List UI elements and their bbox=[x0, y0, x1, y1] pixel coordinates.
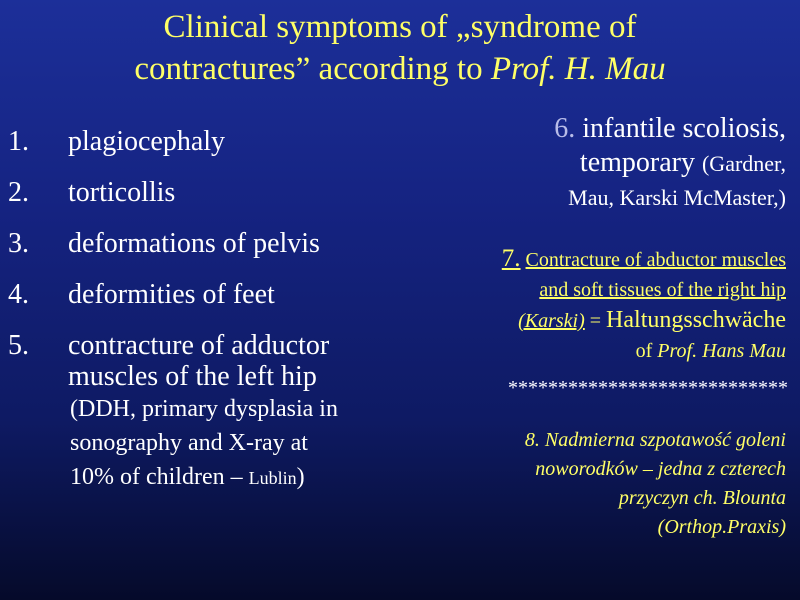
item5-details-city: Lublin bbox=[248, 468, 297, 488]
symptom-8-line-1: 8. Nadmierna szpotawość goleni bbox=[524, 429, 786, 451]
symptom-6 bbox=[426, 112, 786, 215]
item5-details-line-3-a: 10% of children – bbox=[70, 464, 249, 490]
item5-details-line-3 bbox=[70, 460, 428, 495]
symptom-7-line-1 bbox=[386, 244, 786, 275]
list-item-number: 4. bbox=[8, 279, 29, 310]
list-item-number: 2. bbox=[8, 177, 29, 208]
list-item-number: 5. bbox=[8, 330, 29, 361]
symptom-7-equals: = bbox=[584, 310, 607, 332]
symptom-6-text: infantile scoliosis, bbox=[575, 113, 786, 144]
symptom-7-of: of bbox=[635, 340, 658, 362]
symptom-6-authors-a: (Gardner, bbox=[701, 151, 786, 176]
item5-details-line-3-b: ) bbox=[296, 464, 305, 490]
symptom-6-authors-b: Mau, Karski McMaster,) bbox=[568, 185, 786, 210]
symptom-6-line-1 bbox=[426, 112, 786, 146]
symptom-7-text-1: Contracture of abductor muscles bbox=[525, 249, 786, 271]
symptom-7-number: 7. bbox=[501, 245, 521, 272]
list-item-text-line-2: muscles of the left hip bbox=[68, 361, 317, 392]
symptom-7-line-4 bbox=[386, 336, 786, 366]
symptom-8 bbox=[406, 426, 786, 542]
title-line-2-italic: Prof. H. Mau bbox=[490, 51, 666, 87]
title-line-1: Clinical symptoms of „syndrome of bbox=[163, 9, 637, 45]
list-item-number: 1. bbox=[8, 126, 29, 157]
symptom-7-text-2: and soft tissues of the right hip bbox=[539, 279, 786, 301]
list-item bbox=[8, 126, 428, 157]
list-item bbox=[8, 177, 428, 208]
list-item-text: torticollis bbox=[68, 177, 176, 208]
symptom-6-text-b: temporary bbox=[579, 147, 702, 178]
list-item-text bbox=[68, 330, 428, 392]
symptom-7-line-3 bbox=[386, 305, 786, 336]
item5-details-line-2: sonography and X-ray at bbox=[70, 430, 308, 456]
symptom-8-line-2: noworodków – jedna z czterech bbox=[535, 458, 786, 480]
list-item bbox=[8, 228, 428, 259]
symptom-7-professor: Prof. Hans Mau bbox=[657, 340, 786, 362]
symptom-7-term: Haltungsschwäche bbox=[606, 307, 786, 333]
list-item-text: deformities of feet bbox=[68, 279, 275, 310]
list-item-number: 3. bbox=[8, 228, 29, 259]
item5-details-line-1: (DDH, primary dysplasia in bbox=[70, 396, 338, 422]
symptom-7 bbox=[386, 244, 786, 366]
symptom-6-number: 6. bbox=[554, 113, 576, 144]
symptom-8-line-3: przyczyn ch. Blounta bbox=[618, 487, 786, 509]
title-line-2 bbox=[0, 48, 800, 90]
item5-details bbox=[70, 392, 428, 495]
symptom-7-author: (Karski) bbox=[518, 310, 585, 332]
symptom-8-line-4: (Orthop.Praxis) bbox=[657, 516, 786, 538]
list-item-text: plagiocephaly bbox=[68, 126, 226, 157]
list-item-text: deformations of pelvis bbox=[68, 228, 320, 259]
title-line-2-plain: contractures” according to bbox=[134, 51, 491, 87]
list-item bbox=[8, 330, 428, 392]
slide-title bbox=[0, 6, 800, 90]
symptom-list bbox=[8, 126, 428, 495]
separator-stars: **************************** bbox=[508, 377, 788, 399]
symptom-6-line-2 bbox=[426, 146, 786, 181]
list-item bbox=[8, 279, 428, 310]
list-item-text-line-1: contracture of adductor bbox=[68, 330, 330, 361]
